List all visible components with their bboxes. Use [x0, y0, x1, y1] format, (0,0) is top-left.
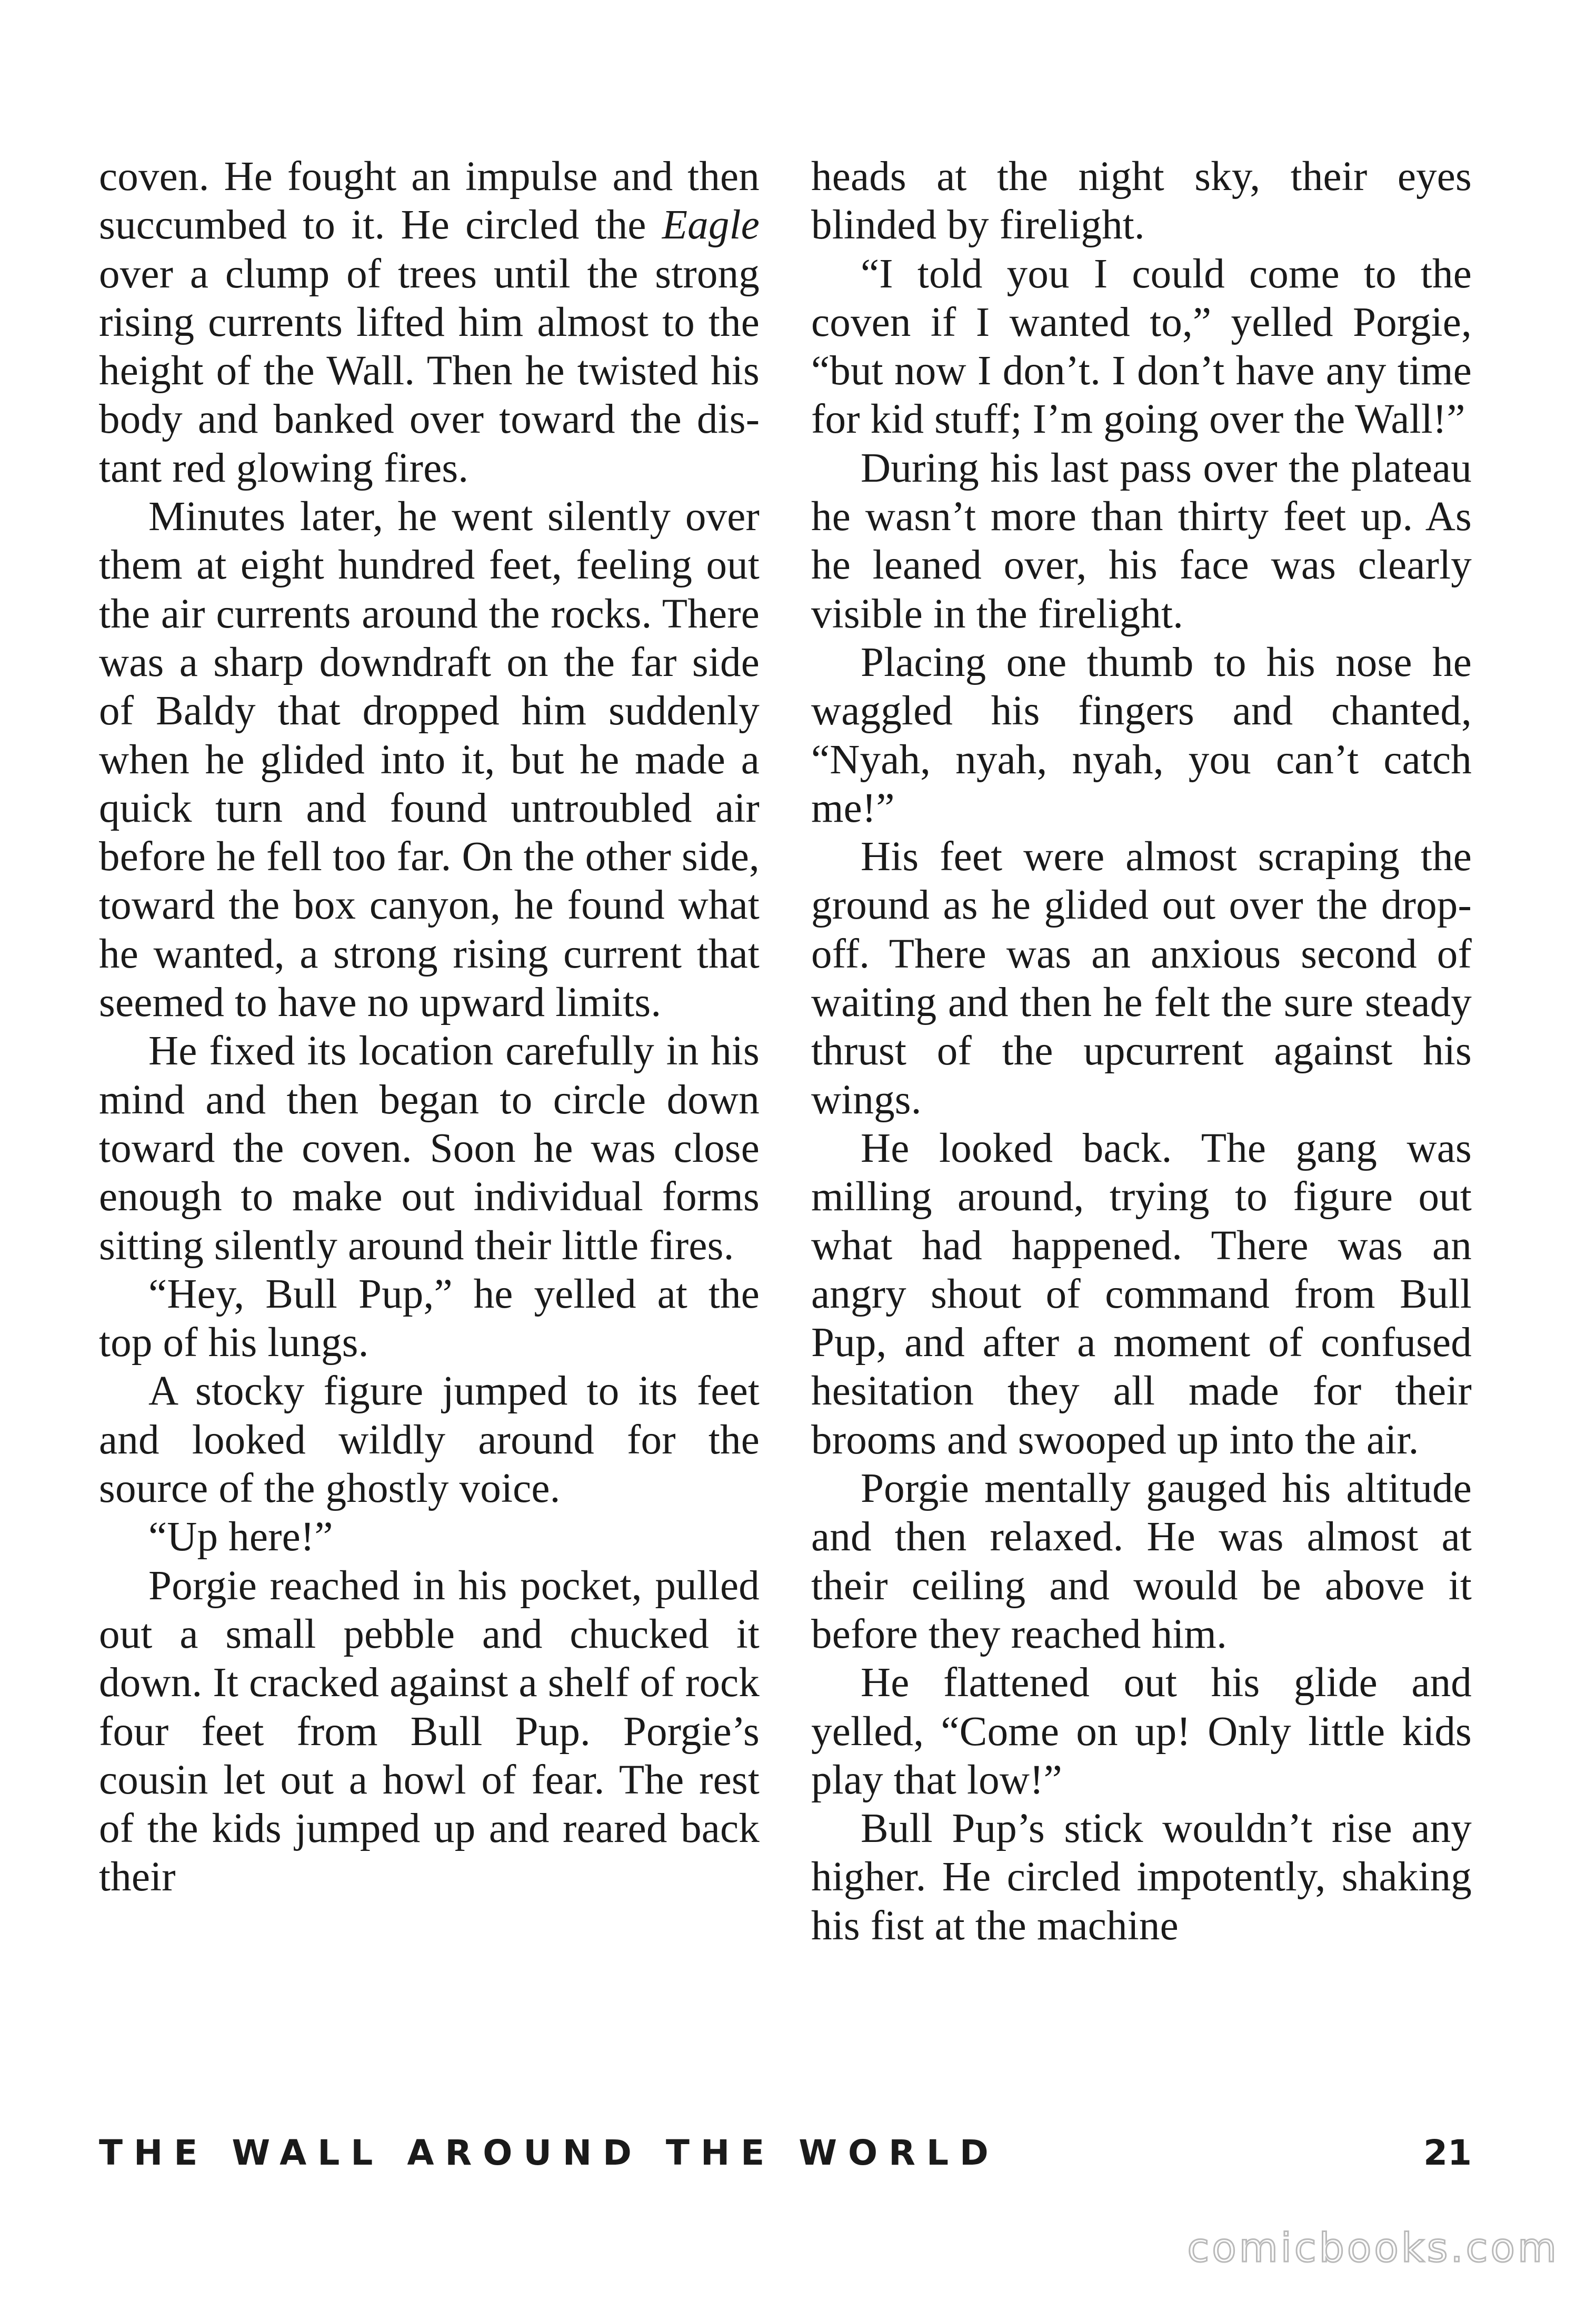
italic-ship-name: Eagle — [662, 202, 760, 248]
paragraph: He flattened out his glide and yelled, “Come on up! Only little kids play that low!” — [811, 1660, 1472, 1803]
right-text-column — [811, 153, 1472, 1950]
page-number: 21 — [1423, 2133, 1472, 2173]
paragraph: A stocky figure jumped to its feet and looked wildly around for the source of the ghostly voice. — [99, 1368, 760, 1512]
paragraph-text: over a clump of trees until the strong rising currents lifted him almost to the height of the Wall. Then he twisted his body and banked over toward the distant red glowing fires. — [99, 251, 760, 491]
paragraph: “Hey, Bull Pup,” he yelled at the top of his lungs. — [99, 1271, 760, 1366]
paragraph: heads at the night sky, their eyes blinded by firelight. — [811, 154, 1472, 248]
paragraph: He looked back. The gang was milling around, trying to figure out what had happened. There was an angry shout of command from Bull Pup, and after a moment of confused hesitation they all made for their brooms and swooped up into the air. — [811, 1125, 1472, 1463]
watermark: comicbooks.com — [1187, 2224, 1559, 2271]
paragraph-text: coven. He fought an impulse and then succumbed to it. He circled the — [99, 154, 760, 248]
paragraph: Porgie mentally gauged his altitude and then relaxed. He was almost at their ceiling and would be above it before they reached him. — [811, 1466, 1472, 1657]
paragraph: Bull Pup’s stick wouldn’t rise any higher. He circled impotently, shaking his fist at the machine — [811, 1806, 1472, 1949]
running-title: THE WALL AROUND THE WORLD — [99, 2133, 1000, 2173]
paragraph: Placing one thumb to his nose he waggled his fingers and chanted, “Nyah, nyah, nyah, you can’t catch me!” — [811, 639, 1472, 831]
paragraph: He fixed its location carefully in his mind and then began to circle down toward the coven. Soon he was close enough to make out individual forms sitting silently around their little fires. — [99, 1028, 760, 1269]
paragraph: During his last pass over the plateau he wasn’t more than thirty feet up. As he leaned over, his face was clearly visible in the firelight. — [811, 445, 1472, 637]
paragraph: “Up here!” — [148, 1514, 333, 1560]
paragraph: Porgie reached in his pocket, pulled out a small pebble and chucked it down. It cracked against a shelf of rock four feet from Bull Pup. Porgie’s cousin let out a howl of fear. The rest of the kids jumped up and reared back their — [99, 1562, 760, 1900]
page-footer — [99, 2127, 1472, 2179]
paragraph — [99, 153, 760, 493]
left-text-column — [99, 153, 760, 1902]
paragraph: Minutes later, he went silently over them at eight hundred feet, feeling out the air currents around the rocks. There was a sharp downdraft on the far side of Baldy that dropped him suddenly when he glided into it, but he made a quick turn and found untroubled air before he fell too far. On the other side, toward the box canyon, he found what he wanted, a strong rising current that seemed to have no upward limits. — [99, 494, 760, 1026]
paragraph: His feet were almost scraping the ground as he glided out over the drop-off. There was an anxious second of waiting and then he felt the sure steady thrust of the upcurrent against his wings. — [811, 834, 1472, 1123]
paragraph: “I told you I could come to the coven if I wanted to,” yelled Porgie, “but now I don’t. I don’t have any time for kid stuff; I’m going over the Wall!” — [811, 251, 1472, 443]
